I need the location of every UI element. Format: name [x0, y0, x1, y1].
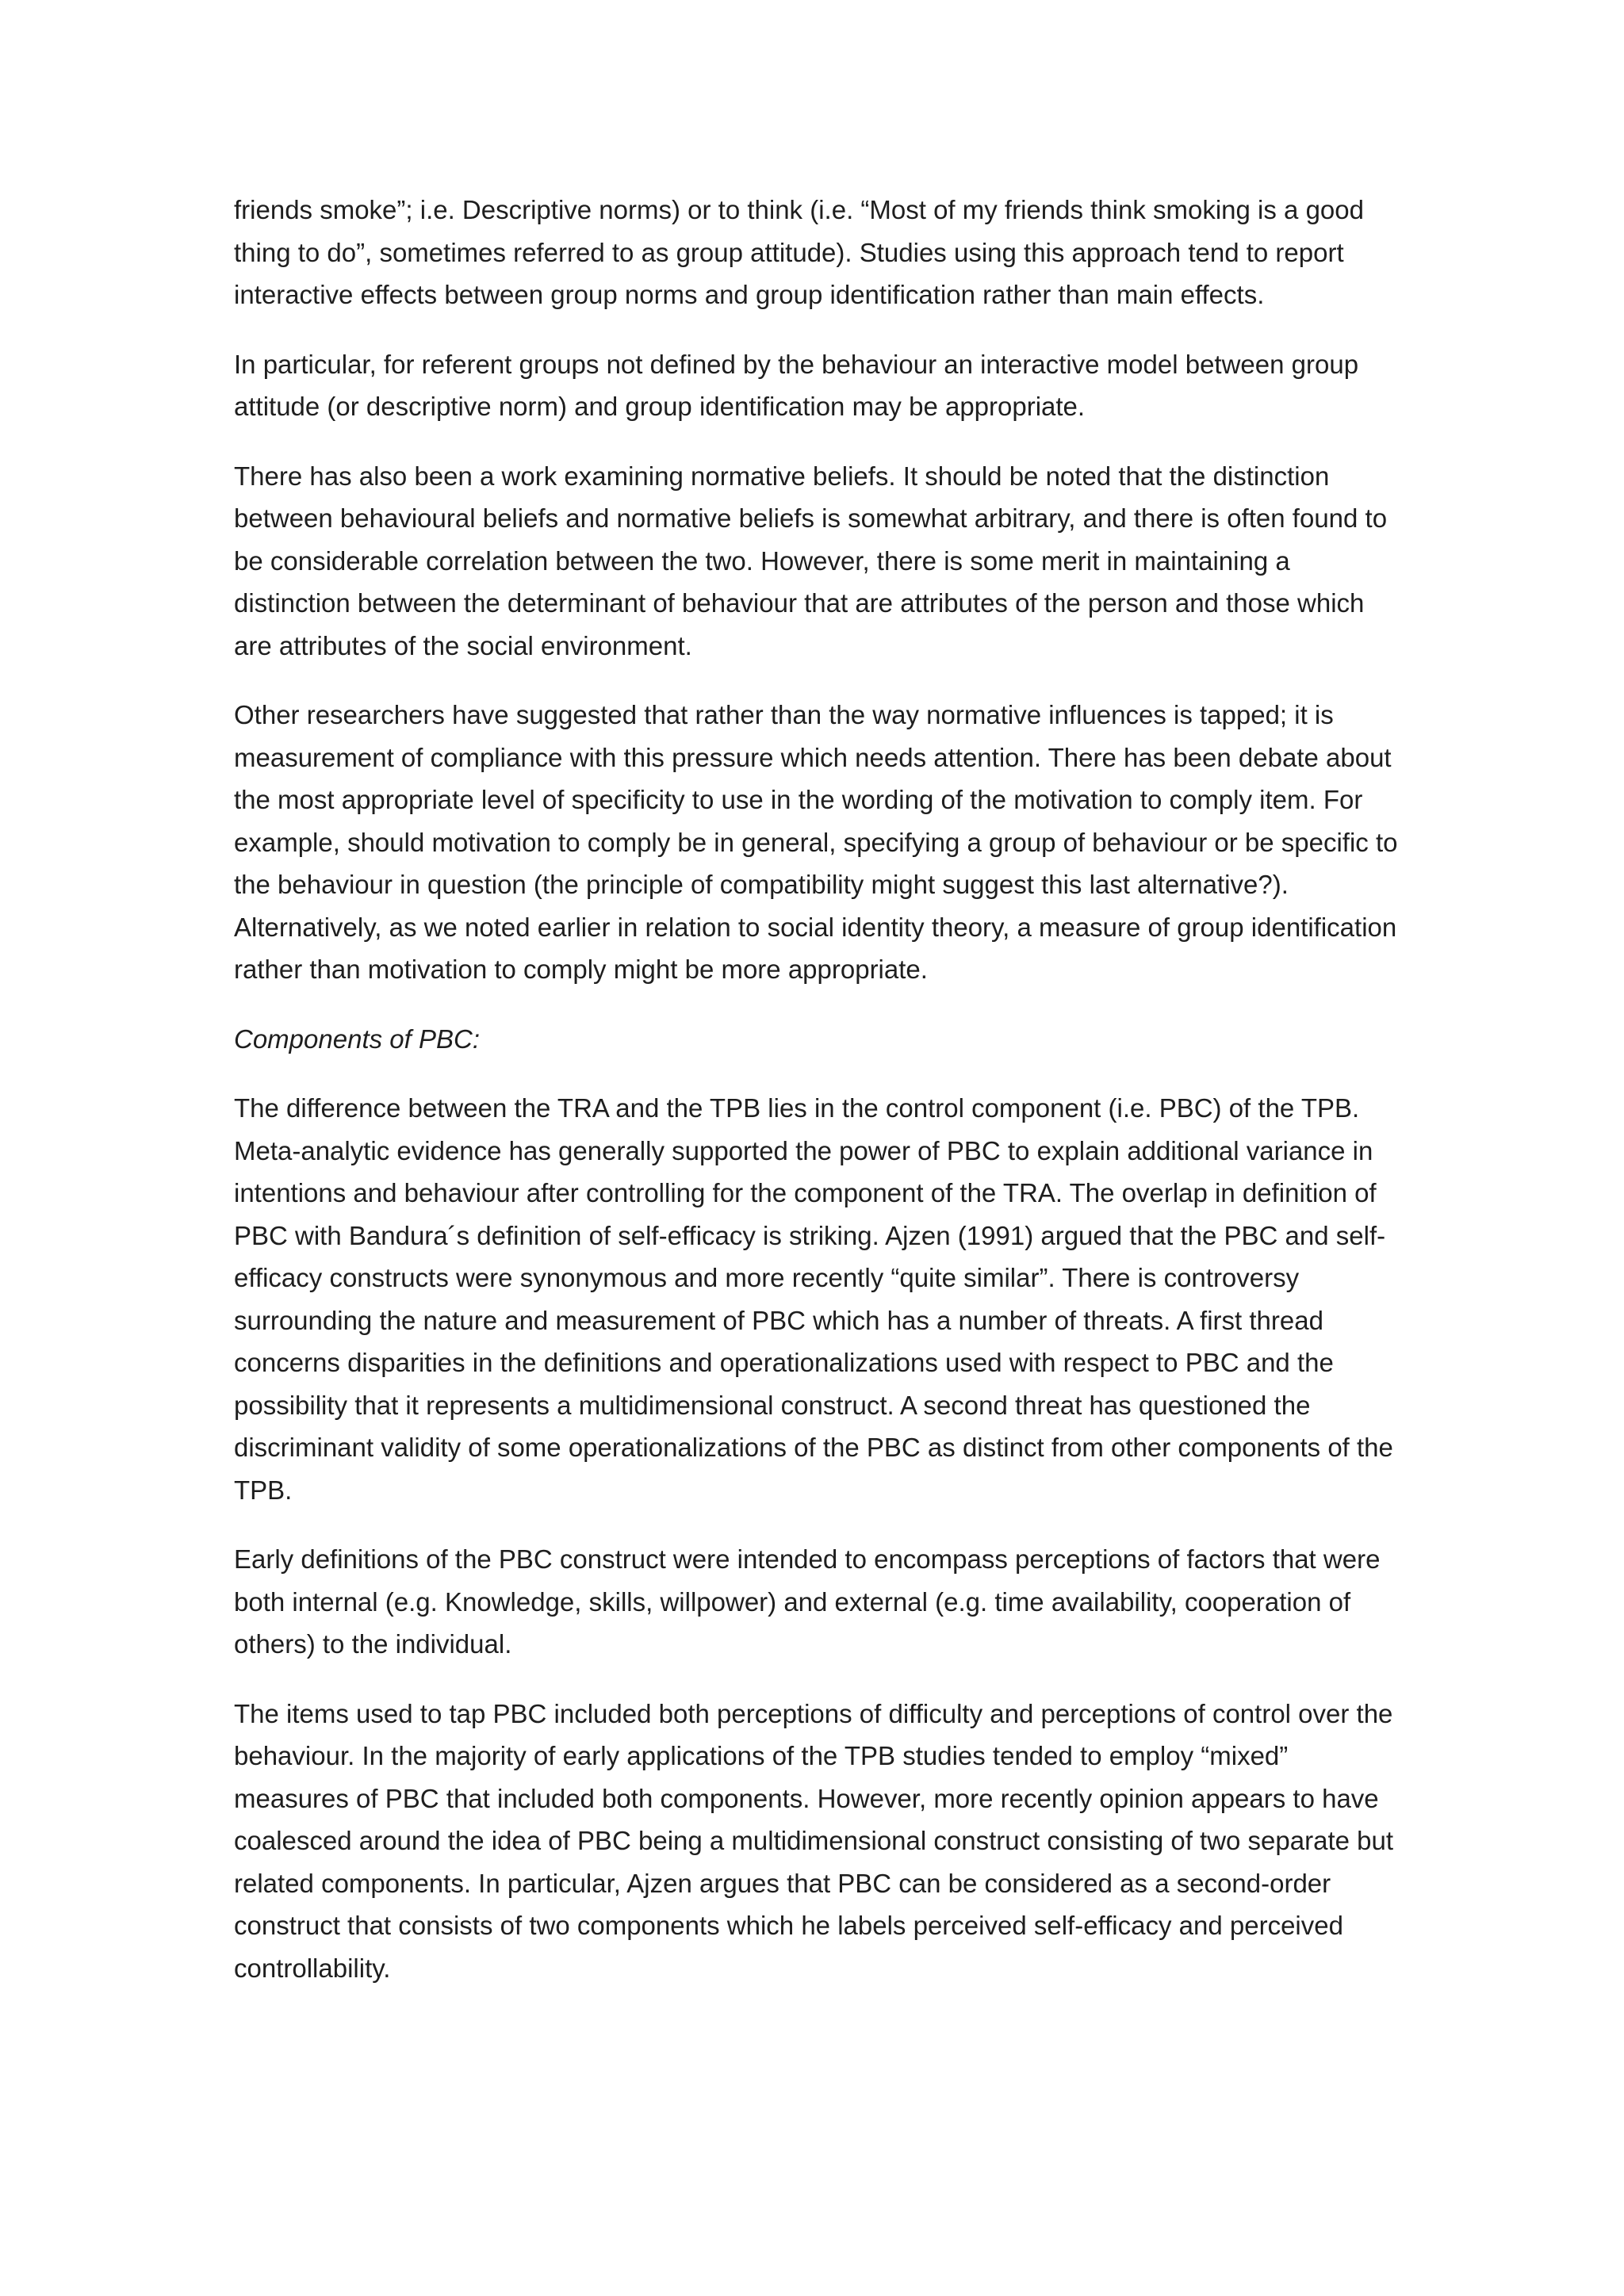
paragraph-normative-beliefs: There has also been a work examining normative beliefs. It should be noted that the distinction between behavioural beliefs and normative beliefs is somewhat arbitrary, and there is often found to be considerable correlation between the two. However, there is some merit in maintaining a distinction between the determinant of behaviour that are attributes of the person and those which are attributes of the social environment. [234, 461, 1388, 660]
paragraph-group-norms-continuation: friends smoke”; i.e. Descriptive norms) or to think (i.e. “Most of my friends think smoking is a good thing to do”, sometimes referred to as group attitude). Studies using this approach tend to report interactive effects between group norms and group identification rather than main effects. [234, 195, 1364, 309]
paragraph-motivation-to-comply: Other researchers have suggested that rather than the way normative influences is tapped; it is measurement of compliance with this pressure which needs attention. There has been debate about the most appropriate level of specificity to use in the wording of the motivation to comply item. For example, should motivation to comply be in general, specifying a group of behaviour or be specific to the behaviour in question (the principle of compatibility might suggest this last alternative?). Alternatively, as we noted earlier in relation to social identity theory, a measure of group identification rather than motivation to comply might be more appropriate. [234, 700, 1398, 984]
paragraph-pbc-items: The items used to tap PBC included both perceptions of difficulty and perceptions of control over the behaviour. In the majority of early applications of the TPB studies tended to employ “mixed” measures of PBC that included both components. However, more recently opinion appears to have coalesced around the idea of PBC being a multidimensional construct consisting of two separate but related components. In particular, Ajzen argues that PBC can be considered as a second-order construct that consists of two components which he labels perceived self-efficacy and perceived controllability. [234, 1698, 1394, 1983]
document-body [234, 189, 1408, 2016]
section-heading-components-of-pbc: Components of PBC: [234, 1024, 480, 1054]
paragraph-early-definitions: Early definitions of the PBC construct were intended to encompass perceptions of factors that were both internal (e.g. Knowledge, skills, willpower) and external (e.g. time availability, cooperation of others) to the individual. [234, 1544, 1381, 1659]
paragraph-tra-vs-tpb: The difference between the TRA and the TPB lies in the control component (i.e. PBC) of the TPB. Meta-analytic evidence has generally supported the power of PBC to explain additional variance in intentions and behaviour after controlling for the component of the TRA. The overlap in definition of PBC with Bandura´s definition of self-efficacy is striking. Ajzen (1991) argued that the PBC and self-efficacy constructs were synonymous and more recently “quite similar”. There is controversy surrounding the nature and measurement of PBC which has a number of threats. A first thread concerns disparities in the definitions and operationalizations used with respect to PBC and the possibility that it represents a multidimensional construct. A second threat has questioned the discriminant validity of some operationalizations of the PBC as distinct from other components of the TPB. [234, 1093, 1393, 1505]
paragraph-referent-groups: In particular, for referent groups not defined by the behaviour an interactive model between group attitude (or descriptive norm) and group identification may be appropriate. [234, 349, 1359, 421]
